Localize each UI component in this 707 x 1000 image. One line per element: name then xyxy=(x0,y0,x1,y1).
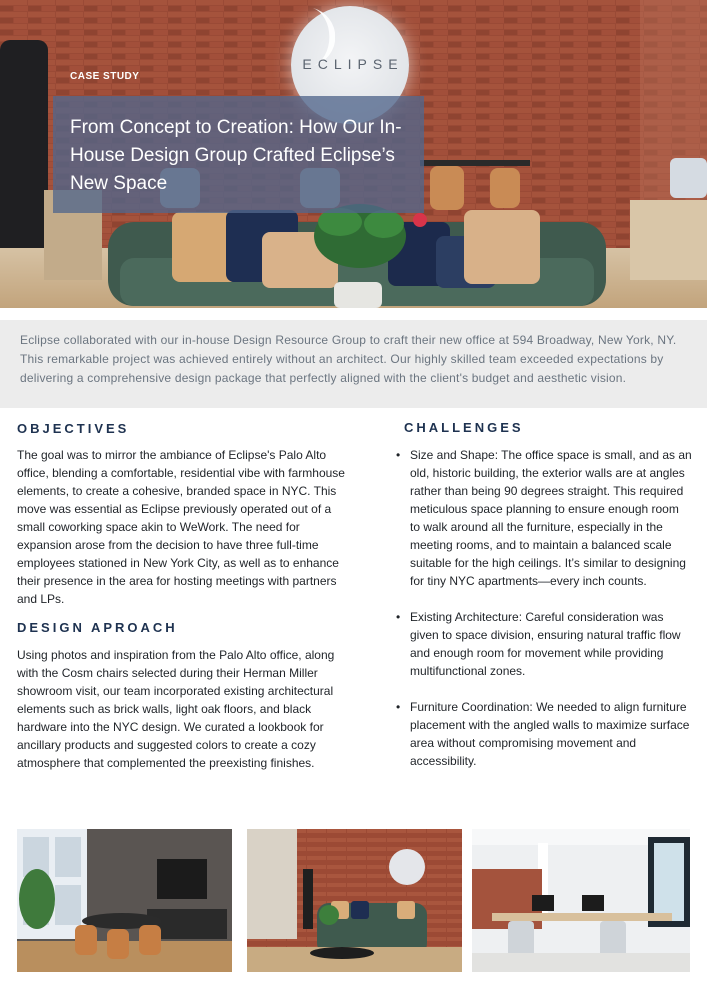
photo-open-office xyxy=(472,829,690,972)
design-approach-text: Using photos and inspiration from the Palo Alto office, along with the Cosm chairs selected during their Herman Miller showroom visit, our team incorporated existing architectural elements such as brick walls, light oak floors, and black hardware into the NYC design. We curated a lookbook for ancillary products and suggested colors to create a cozy atmosphere that complemented the preexisting finishes. xyxy=(17,648,335,770)
design-approach-heading: DESIGN APROACH xyxy=(17,620,178,635)
challenge-item-text: Size and Shape: The office space is small, and as an old, historic building, the exterior walls are at angles rather than being 90 degrees straight. This required meticulous space planning to ensure enough room to walk around all the furniture, especially in the meeting rooms, and to maintain a balanced scale suitable for the high ceilings. It’s similar to designing for tiny NYC apartments—every inch counts. xyxy=(410,448,692,588)
case-study-label: CASE STUDY xyxy=(70,71,140,82)
challenge-item xyxy=(396,608,692,680)
title-overlay xyxy=(53,96,424,213)
intro-text: Eclipse collaborated with our in-house Design Resource Group to craft their new office at 594 Broadway, New York, NY. This remarkable project was achieved entirely without an architect. Our highly skilled team exceeded expectations by delivering a comprehensive design package that perfectly aligned with the client's budget and aesthetic vision. xyxy=(20,333,677,385)
bullet-icon: • xyxy=(396,700,401,714)
objectives-text: The goal was to mirror the ambiance of Eclipse's Palo Alto office, blending a comfortable, residential vibe with farmhouse elements, to create a cohesive, branded space in NYC. This move was essential as Eclipse previously operated out of a small coworking space akin to WeWork. The need for expansion arose from the decision to have three full-time employees stationed in New York City, as well as to enhance their presence in the area for hosting meetings with partners and LPs. xyxy=(17,448,345,606)
logo-wordmark: ECLIPSE xyxy=(302,56,404,72)
open-office-illustration xyxy=(472,829,690,972)
challenges-list xyxy=(396,446,692,770)
photo-meeting-room xyxy=(17,829,232,972)
bullet-icon: • xyxy=(396,610,401,624)
intro-band xyxy=(0,320,707,408)
challenge-item xyxy=(396,698,692,770)
challenge-item xyxy=(396,446,692,590)
photo-lounge xyxy=(247,829,462,972)
challenge-item-text: Existing Architecture: Careful consideration was given to space division, ensuring natural traffic flow and enough room for movement while providing multifunctional zones. xyxy=(410,610,681,678)
hero-image xyxy=(0,0,707,308)
bullet-icon: • xyxy=(396,448,401,462)
page-title: From Concept to Creation: How Our In-House Design Group Crafted Eclipse’s New Space xyxy=(70,117,402,194)
lounge-illustration xyxy=(247,829,462,972)
objectives-heading: OBJECTIVES xyxy=(17,421,130,436)
meeting-room-illustration xyxy=(17,829,232,972)
challenges-heading: CHALLENGES xyxy=(404,420,524,435)
challenge-item-text: Furniture Coordination: We needed to align furniture placement with the angled walls to maximize surface area without compromising movement and accessibility. xyxy=(410,700,690,768)
